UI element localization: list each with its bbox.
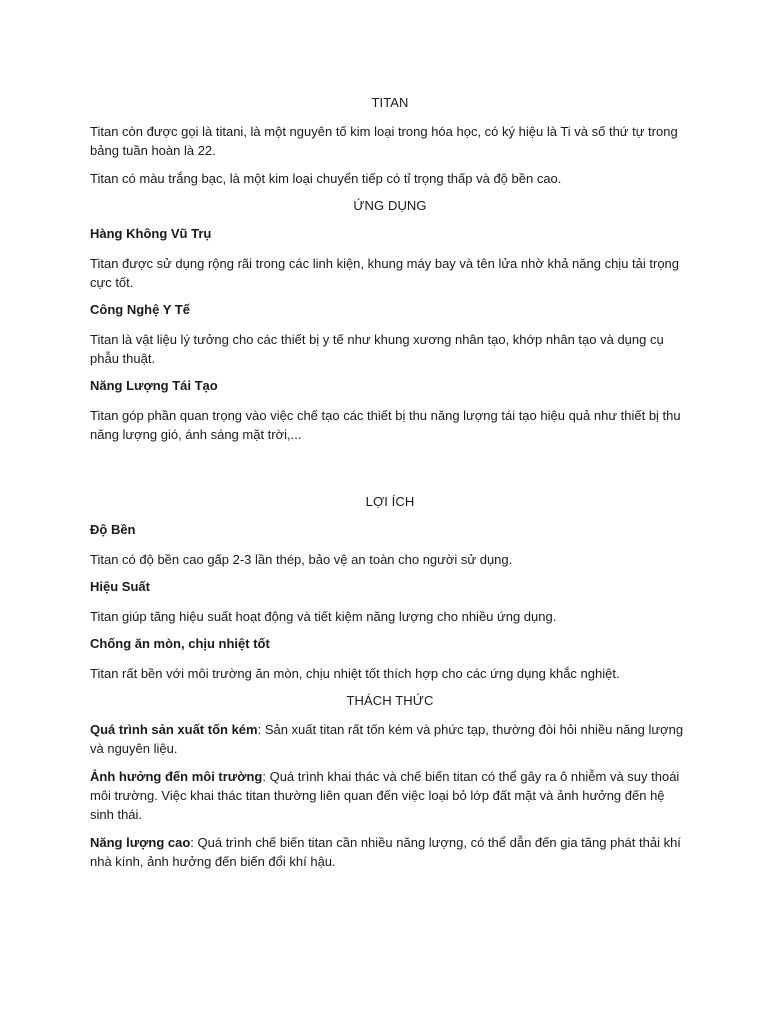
application-title-medical: Công Nghệ Y Tế (90, 302, 190, 317)
benefit-title-durability: Độ Bền (90, 522, 136, 537)
challenge-text-cost: : Sản xuất titan rất tốn kém và phức tạp, thường đòi hỏi nhiều năng lượng và nguyên liệu. (90, 722, 684, 756)
application-text-medical: Titan là vật liệu lý tưởng cho các thiết bị y tế như khung xương nhân tạo, khớp nhân tạo và dụng cụ phẫu thuật. (90, 332, 664, 366)
document-body (90, 94, 690, 880)
challenge-title-cost: Quá trình sản xuất tốn kém (90, 722, 258, 737)
benefit-title-corrosion: Chống ăn mòn, chịu nhiệt tốt (90, 636, 270, 651)
application-text-aerospace: Titan được sử dụng rộng rãi trong các linh kiện, khung máy bay và tên lửa nhờ khả năng chịu tải trọng cực tốt. (90, 256, 680, 290)
benefit-title-efficiency: Hiệu Suất (90, 579, 150, 594)
section-spacer (90, 453, 690, 493)
challenge-title-energy: Năng lượng cao (90, 835, 191, 850)
intro-paragraph-1: Titan còn được gọi là titani, là một nguyên tố kim loại trong hóa học, có ký hiệu là Ti và số thứ tự trong bảng tuần hoàn là 22. (90, 124, 678, 158)
challenge-text-environment: : Quá trình khai thác và chế biến titan có thể gây ra ô nhiễm và suy thoái môi trường. Việc khai thác titan thường liên quan đến việc loại bỏ lớp đất mặt và ảnh hưởng đến hệ sinh thái. (90, 769, 680, 822)
document-title: TITAN (371, 95, 409, 110)
challenge-title-environment: Ảnh hưởng đến môi trường (90, 769, 263, 784)
benefit-text-durability: Titan có độ bền cao gấp 2-3 lần thép, bảo vệ an toàn cho người sử dụng. (90, 552, 513, 567)
challenge-paragraph-cost (90, 720, 690, 758)
challenges-heading: THÁCH THỨC (346, 693, 434, 708)
benefit-text-efficiency: Titan giúp tăng hiệu suất hoạt động và tiết kiệm năng lượng cho nhiều ứng dụng. (90, 609, 557, 624)
application-text-renewable: Titan góp phần quan trọng vào việc chế tạo các thiết bị thu năng lượng tái tạo hiệu quả như thiết bị thu năng lượng gió, ánh sáng mặt trời,... (90, 408, 681, 442)
challenge-paragraph-environment (90, 767, 690, 824)
intro-paragraph-2: Titan có màu trắng bạc, là một kim loại chuyển tiếp có tỉ trọng thấp và độ bền cao. (90, 171, 562, 186)
challenge-paragraph-energy (90, 833, 690, 871)
benefit-text-corrosion: Titan rất bền với môi trường ăn mòn, chịu nhiệt tốt thích hợp cho các ứng dụng khắc nghiệt. (90, 666, 620, 681)
application-title-aerospace: Hàng Không Vũ Trụ (90, 226, 212, 241)
challenge-text-energy: : Quá trình chế biến titan cần nhiều năng lượng, có thể dẫn đến gia tăng phát thải khí nhà kính, ảnh hưởng đến biến đổi khí hậu. (90, 835, 681, 869)
benefits-heading: LỢI ÍCH (365, 494, 415, 509)
application-title-renewable: Năng Lượng Tái Tạo (90, 378, 218, 393)
applications-heading: ỨNG DỤNG (353, 198, 427, 213)
